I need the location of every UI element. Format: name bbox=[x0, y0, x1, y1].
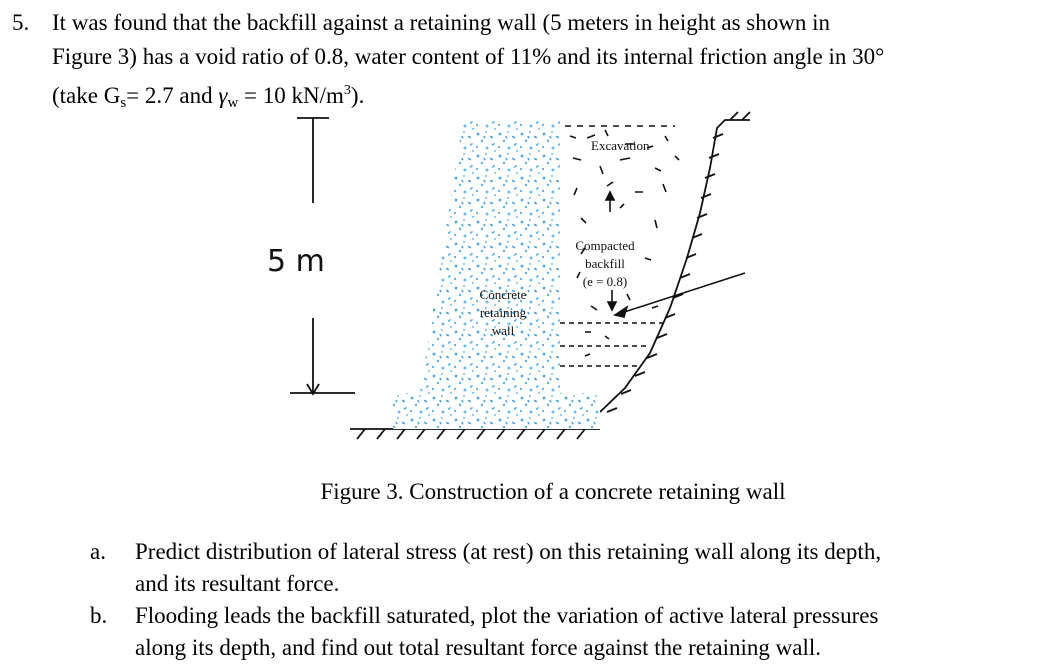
given-gs-prefix: (take G bbox=[52, 83, 121, 108]
superscript-3: 3 bbox=[343, 83, 351, 98]
part-b bbox=[90, 600, 1050, 664]
retaining-label: retaining bbox=[479, 305, 527, 320]
gamma-symbol: γ bbox=[218, 83, 228, 108]
given-gs-value: = 2.7 and bbox=[126, 83, 219, 108]
figure-caption: Figure 3. Construction of a concrete retaining wall bbox=[320, 479, 786, 504]
given-end: ). bbox=[350, 83, 365, 108]
question-number: 5. bbox=[12, 10, 30, 35]
wall-label: wall bbox=[491, 323, 515, 338]
subscript-s: s bbox=[120, 95, 127, 111]
void-ratio-label: (e = 0.8) bbox=[582, 274, 628, 289]
part-b-line-1: Flooding leads the backfill saturated, plot the variation of active lateral pressures bbox=[135, 603, 879, 628]
backfill-label: backfill bbox=[585, 256, 625, 271]
part-a bbox=[90, 536, 1050, 600]
retaining-wall-diagram bbox=[255, 108, 755, 453]
subscript-w: w bbox=[227, 95, 239, 111]
part-b-line-2: along its depth, and find out total resultant force against the retaining wall. bbox=[135, 635, 821, 660]
part-b-marker: b. bbox=[90, 603, 108, 628]
part-b-text bbox=[135, 600, 1050, 664]
concrete-label: Concrete bbox=[479, 287, 527, 302]
question-line-2: Figure 3) has a void ratio of 0.8, water content of 11% and its internal friction angle in 30° bbox=[52, 44, 885, 69]
question-parts bbox=[90, 536, 1050, 664]
question-text bbox=[52, 6, 1052, 120]
part-a-line-1: Predict distribution of lateral stress (at rest) on this retaining wall along its depth, bbox=[135, 539, 882, 564]
height-label: 5 m bbox=[267, 244, 325, 279]
question-line-1: It was found that the backfill against a retaining wall (5 meters in height as shown in bbox=[52, 10, 830, 35]
part-a-marker: a. bbox=[90, 539, 106, 564]
part-a-line-2: and its resultant force. bbox=[135, 571, 340, 596]
ground-line bbox=[350, 429, 600, 439]
retaining-wall-figure bbox=[255, 108, 755, 453]
excavation-label: Excavation bbox=[591, 138, 650, 153]
compacted-label: Compacted bbox=[575, 238, 635, 253]
part-a-text bbox=[135, 536, 1050, 600]
given-gamma-value: = 10 kN/m bbox=[238, 83, 344, 108]
concrete-retaining-wall bbox=[393, 120, 600, 429]
